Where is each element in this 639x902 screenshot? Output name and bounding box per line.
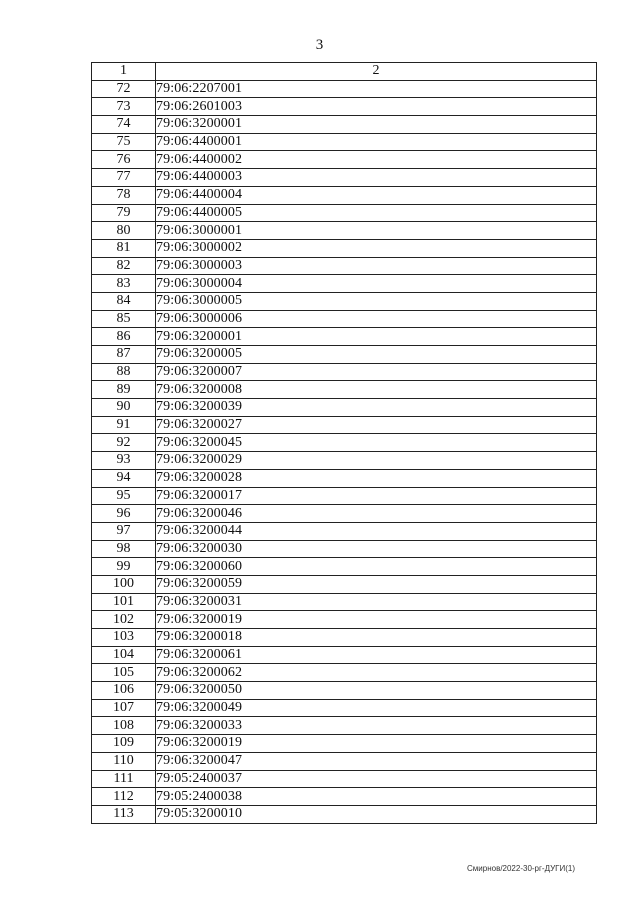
table-row: [92, 646, 597, 664]
cadastral-number-cell: 79:06:3200045: [156, 434, 597, 452]
cadastral-number-cell: 79:06:3200044: [156, 522, 597, 540]
table-row: [92, 275, 597, 293]
table-row: [92, 593, 597, 611]
row-number-cell: 75: [92, 133, 156, 151]
cadastral-number-cell: 79:06:3200005: [156, 346, 597, 364]
cadastral-number-cell: 79:06:3200047: [156, 752, 597, 770]
table-row: [92, 222, 597, 240]
table-row: [92, 346, 597, 364]
cadastral-number-cell: 79:06:3200001: [156, 116, 597, 134]
row-number-cell: 113: [92, 805, 156, 823]
cadastral-number-cell: 79:06:3200061: [156, 646, 597, 664]
row-number-cell: 105: [92, 664, 156, 682]
row-number-cell: 98: [92, 540, 156, 558]
table-row: [92, 664, 597, 682]
cadastral-number-cell: 79:06:3200001: [156, 328, 597, 346]
row-number-cell: 103: [92, 629, 156, 647]
cadastral-number-cell: 79:06:3000004: [156, 275, 597, 293]
row-number-cell: 91: [92, 416, 156, 434]
cadastral-number-cell: 79:06:4400002: [156, 151, 597, 169]
cadastral-number-cell: 79:06:3000003: [156, 257, 597, 275]
column-header-number: 1: [92, 63, 156, 81]
table-row: [92, 416, 597, 434]
table-row: [92, 116, 597, 134]
table-row: [92, 186, 597, 204]
table-row: [92, 575, 597, 593]
row-number-cell: 86: [92, 328, 156, 346]
row-number-cell: 83: [92, 275, 156, 293]
table-header-row: [92, 63, 597, 81]
row-number-cell: 104: [92, 646, 156, 664]
cadastral-number-cell: 79:06:3200027: [156, 416, 597, 434]
table-row: [92, 629, 597, 647]
row-number-cell: 81: [92, 239, 156, 257]
table-header: [92, 63, 597, 81]
table-row: [92, 717, 597, 735]
table-row: [92, 487, 597, 505]
cadastral-number-cell: 79:06:3000002: [156, 239, 597, 257]
cadastral-number-cell: 79:06:3200030: [156, 540, 597, 558]
table-body: [92, 80, 597, 823]
row-number-cell: 99: [92, 558, 156, 576]
parcel-table: [91, 62, 597, 824]
column-header-cadastral: 2: [156, 63, 597, 81]
row-number-cell: 90: [92, 399, 156, 417]
cadastral-number-cell: 79:06:3200007: [156, 363, 597, 381]
row-number-cell: 84: [92, 292, 156, 310]
row-number-cell: 112: [92, 788, 156, 806]
table-row: [92, 770, 597, 788]
cadastral-number-cell: 79:06:3000005: [156, 292, 597, 310]
row-number-cell: 102: [92, 611, 156, 629]
table-row: [92, 239, 597, 257]
cadastral-number-cell: 79:06:3000001: [156, 222, 597, 240]
table-row: [92, 98, 597, 116]
row-number-cell: 92: [92, 434, 156, 452]
table-row: [92, 682, 597, 700]
row-number-cell: 108: [92, 717, 156, 735]
table-row: [92, 735, 597, 753]
cadastral-number-cell: 79:05:3200010: [156, 805, 597, 823]
table-row: [92, 788, 597, 806]
row-number-cell: 87: [92, 346, 156, 364]
cadastral-number-cell: 79:06:2601003: [156, 98, 597, 116]
cadastral-number-cell: 79:06:3200018: [156, 629, 597, 647]
row-number-cell: 106: [92, 682, 156, 700]
table-row: [92, 522, 597, 540]
cadastral-number-cell: 79:06:3200028: [156, 469, 597, 487]
row-number-cell: 78: [92, 186, 156, 204]
cadastral-number-cell: 79:06:3200060: [156, 558, 597, 576]
table-row: [92, 558, 597, 576]
row-number-cell: 76: [92, 151, 156, 169]
row-number-cell: 109: [92, 735, 156, 753]
cadastral-number-cell: 79:06:3200017: [156, 487, 597, 505]
cadastral-number-cell: 79:06:3200062: [156, 664, 597, 682]
footer-stamp: Смирнов/2022-30-рг-ДУГИ(1): [467, 864, 576, 873]
row-number-cell: 100: [92, 575, 156, 593]
row-number-cell: 77: [92, 169, 156, 187]
cadastral-number-cell: 79:06:3200050: [156, 682, 597, 700]
row-number-cell: 72: [92, 80, 156, 98]
cadastral-number-cell: 79:06:3200029: [156, 452, 597, 470]
row-number-cell: 80: [92, 222, 156, 240]
table-row: [92, 328, 597, 346]
table-row: [92, 169, 597, 187]
row-number-cell: 95: [92, 487, 156, 505]
row-number-cell: 94: [92, 469, 156, 487]
row-number-cell: 93: [92, 452, 156, 470]
cadastral-number-cell: 79:06:3200039: [156, 399, 597, 417]
row-number-cell: 107: [92, 699, 156, 717]
table-row: [92, 540, 597, 558]
table-row: [92, 257, 597, 275]
table-row: [92, 204, 597, 222]
cadastral-number-cell: 79:06:3200019: [156, 611, 597, 629]
table-row: [92, 469, 597, 487]
row-number-cell: 89: [92, 381, 156, 399]
row-number-cell: 101: [92, 593, 156, 611]
cadastral-number-cell: 79:06:4400003: [156, 169, 597, 187]
row-number-cell: 97: [92, 522, 156, 540]
table-row: [92, 151, 597, 169]
row-number-cell: 85: [92, 310, 156, 328]
cadastral-number-cell: 79:06:4400004: [156, 186, 597, 204]
cadastral-number-cell: 79:06:4400005: [156, 204, 597, 222]
table-row: [92, 133, 597, 151]
table-row: [92, 611, 597, 629]
cadastral-number-cell: 79:06:3200033: [156, 717, 597, 735]
cadastral-number-cell: 79:06:3200008: [156, 381, 597, 399]
table-row: [92, 434, 597, 452]
cadastral-number-cell: 79:06:3200049: [156, 699, 597, 717]
table-row: [92, 452, 597, 470]
row-number-cell: 79: [92, 204, 156, 222]
table-row: [92, 505, 597, 523]
page-number: 3: [315, 37, 324, 53]
row-number-cell: 74: [92, 116, 156, 134]
table-row: [92, 699, 597, 717]
table-row: [92, 310, 597, 328]
cadastral-number-cell: 79:05:2400037: [156, 770, 597, 788]
cadastral-number-cell: 79:06:3200019: [156, 735, 597, 753]
table-row: [92, 363, 597, 381]
row-number-cell: 73: [92, 98, 156, 116]
cadastral-number-cell: 79:06:3200031: [156, 593, 597, 611]
cadastral-number-cell: 79:06:3200046: [156, 505, 597, 523]
cadastral-number-cell: 79:05:2400038: [156, 788, 597, 806]
table-row: [92, 805, 597, 823]
row-number-cell: 88: [92, 363, 156, 381]
cadastral-number-cell: 79:06:3200059: [156, 575, 597, 593]
cadastral-number-cell: 79:06:2207001: [156, 80, 597, 98]
table-row: [92, 80, 597, 98]
table-row: [92, 292, 597, 310]
row-number-cell: 96: [92, 505, 156, 523]
table-row: [92, 381, 597, 399]
cadastral-number-cell: 79:06:3000006: [156, 310, 597, 328]
cadastral-number-cell: 79:06:4400001: [156, 133, 597, 151]
table-row: [92, 399, 597, 417]
table-row: [92, 752, 597, 770]
row-number-cell: 110: [92, 752, 156, 770]
row-number-cell: 111: [92, 770, 156, 788]
row-number-cell: 82: [92, 257, 156, 275]
